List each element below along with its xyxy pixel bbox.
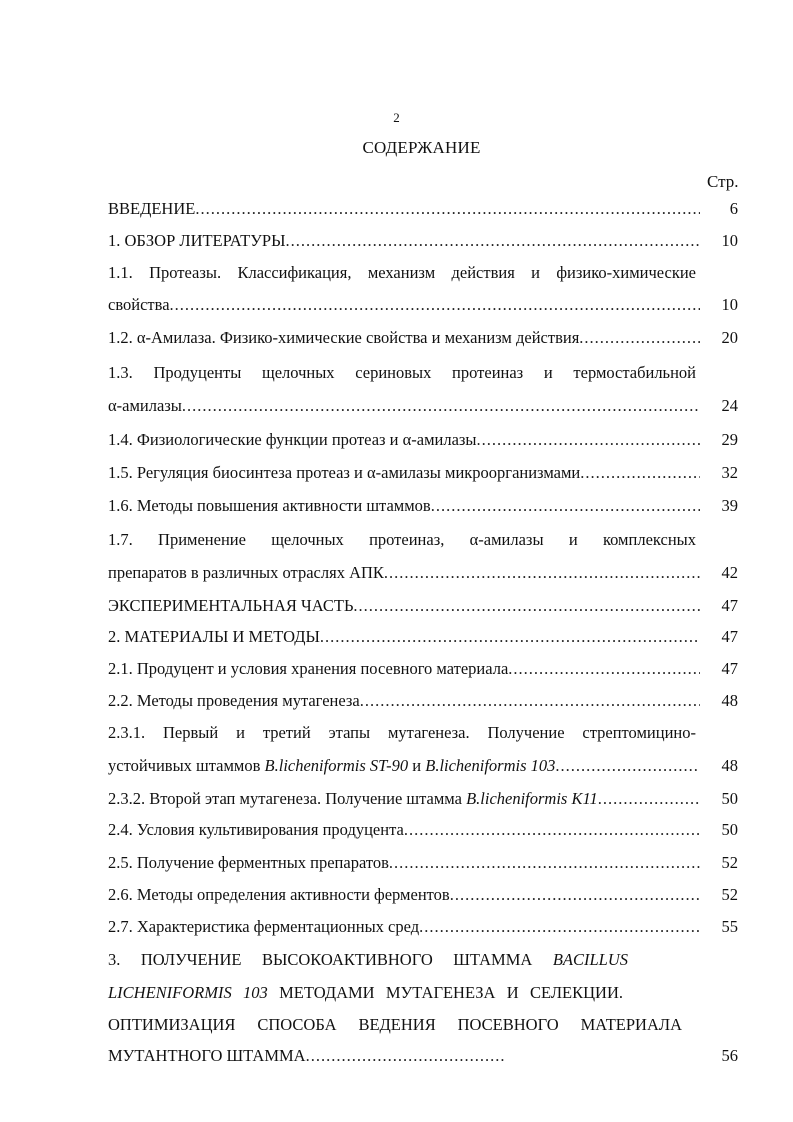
- toc-entry-title: ВВЕДЕНИЕ: [108, 199, 196, 218]
- leader-dots: [182, 396, 700, 416]
- toc-entry-text: 2.3.2. Второй этап мутагенеза. Получение штамма: [108, 789, 467, 808]
- toc-entry-page: 56: [721, 1046, 738, 1065]
- toc-entry-line1: 1.7. Применение щелочных протеиназ, α-амилазы и комплексных: [108, 530, 696, 549]
- toc-entry: [108, 563, 738, 589]
- toc-entry-title: 2.2. Методы проведения мутагенеза: [108, 691, 360, 710]
- toc-entry-page: 55: [721, 917, 738, 936]
- toc-entry-title: 2. МАТЕРИАЛЫ И МЕТОДЫ: [108, 627, 320, 646]
- toc-entry: [108, 396, 738, 422]
- toc-entry-page: 20: [721, 328, 738, 347]
- toc-entry-line1: [108, 950, 628, 970]
- toc-entry-page: 29: [721, 430, 738, 449]
- toc-entry-page: 48: [721, 691, 738, 710]
- toc-entry: [108, 756, 738, 782]
- leader-dots: [508, 659, 700, 679]
- toc-entry-line1: 1.1. Протеазы. Классификация, механизм действия и физико-химические: [108, 263, 696, 282]
- toc-entry-page: 42: [721, 563, 738, 582]
- toc-entry: [108, 496, 738, 522]
- toc-entry-title: 1.6. Методы повышения активности штаммов: [108, 496, 431, 515]
- strain-name: B.licheniformis ST-90: [264, 756, 409, 775]
- leader-dots: [555, 756, 700, 776]
- toc-entry-page: 24: [721, 396, 738, 415]
- pages-column-label: Стр.: [707, 172, 739, 191]
- toc-entry: [108, 463, 738, 489]
- toc-entry-title: 2.7. Характеристика ферментационных сред: [108, 917, 420, 936]
- toc-entry-text: 3. ПОЛУЧЕНИЕ ВЫСОКОАКТИВНОГО ШТАММА: [108, 950, 553, 969]
- toc-entry: [108, 199, 738, 225]
- toc-entry: [108, 659, 738, 685]
- leader-dots: [286, 231, 701, 251]
- toc-entry-text: устойчивых штаммов: [108, 756, 265, 775]
- leader-dots: [580, 463, 700, 483]
- page-number: 2: [393, 110, 400, 125]
- toc-entry: [108, 627, 738, 653]
- toc-entry-title: препаратов в различных отраслях АПК: [108, 563, 384, 582]
- toc-entry-title: 2.6. Методы определения активности ферментов: [108, 885, 450, 904]
- toc-entry: [108, 885, 738, 911]
- toc-entry-text: МЕТОДАМИ МУТАГЕНЕЗА И СЕЛЕКЦИИ.: [267, 983, 624, 1002]
- leader-dots: [431, 496, 700, 516]
- toc-entry-title: 1.2. α-Амилаза. Физико-химические свойства и механизм действия: [108, 328, 580, 347]
- toc-entry-page: 39: [721, 496, 738, 515]
- leader-dots: [320, 627, 700, 647]
- toc-entry-page: 50: [721, 820, 738, 839]
- strain-name: B.licheniformis 103: [425, 756, 556, 775]
- toc-entry: [108, 596, 738, 622]
- toc-entry-title: 2.4. Условия культивирования продуцента: [108, 820, 404, 839]
- toc-entry-title: 2.1. Продуцент и условия хранения посевного материала: [108, 659, 509, 678]
- leader-dots: [477, 430, 700, 450]
- toc-entry-title: 1.4. Физиологические функции протеаз и α-амилазы: [108, 430, 477, 449]
- toc-entry: [108, 1046, 738, 1072]
- leader-dots: [353, 596, 700, 616]
- toc-entry: [108, 820, 738, 846]
- leader-dots: [598, 789, 700, 809]
- toc-entry-title: МУТАНТНОГО ШТАММА: [108, 1046, 306, 1065]
- toc-entry-line1: 1.3. Продуценты щелочных сериновых протеиназ и термостабильной: [108, 363, 696, 382]
- toc-entry-title: свойства: [108, 295, 170, 314]
- strain-name: LICHENIFORMIS 103: [108, 983, 268, 1002]
- toc-entry: [108, 328, 738, 354]
- leader-dots: [579, 328, 700, 348]
- leader-dots: [404, 820, 700, 840]
- leader-dots: [170, 295, 700, 315]
- toc-entry-title: α-амилазы: [108, 396, 182, 415]
- toc-entry-title: 1. ОБЗОР ЛИТЕРАТУРЫ: [108, 231, 286, 250]
- toc-entry-page: 10: [721, 295, 738, 314]
- leader-dots: [360, 691, 700, 711]
- toc-entry-title: 2.5. Получение ферментных препаратов: [108, 853, 389, 872]
- leader-dots: [389, 853, 700, 873]
- toc-entry-title: 1.5. Регуляция биосинтеза протеаз и α-амилазы микроорганизмами: [108, 463, 581, 482]
- toc-entry-page: 52: [721, 885, 738, 904]
- leader-dots: [419, 917, 700, 937]
- toc-entry-page: 52: [721, 853, 738, 872]
- leader-dots: [195, 199, 700, 219]
- toc-entry-page: 47: [721, 659, 738, 678]
- toc-entry-title: ЭКСПЕРИМЕНТАЛЬНАЯ ЧАСТЬ: [108, 596, 354, 615]
- toc-entry-page: 47: [721, 627, 738, 646]
- toc-entry-page: 32: [721, 463, 738, 482]
- toc-entry: [108, 430, 738, 456]
- strain-name: BACILLUS: [552, 950, 628, 969]
- toc-entry-line1: 2.3.1. Первый и третий этапы мутагенеза. Получение стрептомицино-: [108, 723, 696, 742]
- toc-entry-page: 48: [721, 756, 738, 775]
- toc-entry-page: 47: [721, 596, 738, 615]
- leader-dots: [450, 885, 700, 905]
- toc-entry-text: и: [408, 756, 426, 775]
- toc-entry-page: 10: [721, 231, 738, 250]
- toc-entry: [108, 295, 738, 321]
- page-title: СОДЕРЖАНИЕ: [362, 138, 481, 157]
- toc-entry-title: [108, 789, 598, 809]
- strain-name: B.licheniformis K11: [466, 789, 598, 808]
- toc-entry: [108, 231, 738, 257]
- toc-entry-line3: ОПТИМИЗАЦИЯ СПОСОБА ВЕДЕНИЯ ПОСЕВНОГО МАТЕРИАЛА: [108, 1015, 682, 1034]
- toc-entry: [108, 789, 738, 815]
- toc-entry-line2: [108, 983, 623, 1003]
- toc-entry-title: [108, 756, 555, 776]
- toc-entry-page: 50: [721, 789, 738, 808]
- leader-dots: [306, 1046, 506, 1066]
- toc-entry: [108, 853, 738, 879]
- leader-dots: [384, 563, 700, 583]
- toc-entry-page: 6: [729, 199, 738, 218]
- toc-entry: [108, 691, 738, 717]
- toc-entry: [108, 917, 738, 943]
